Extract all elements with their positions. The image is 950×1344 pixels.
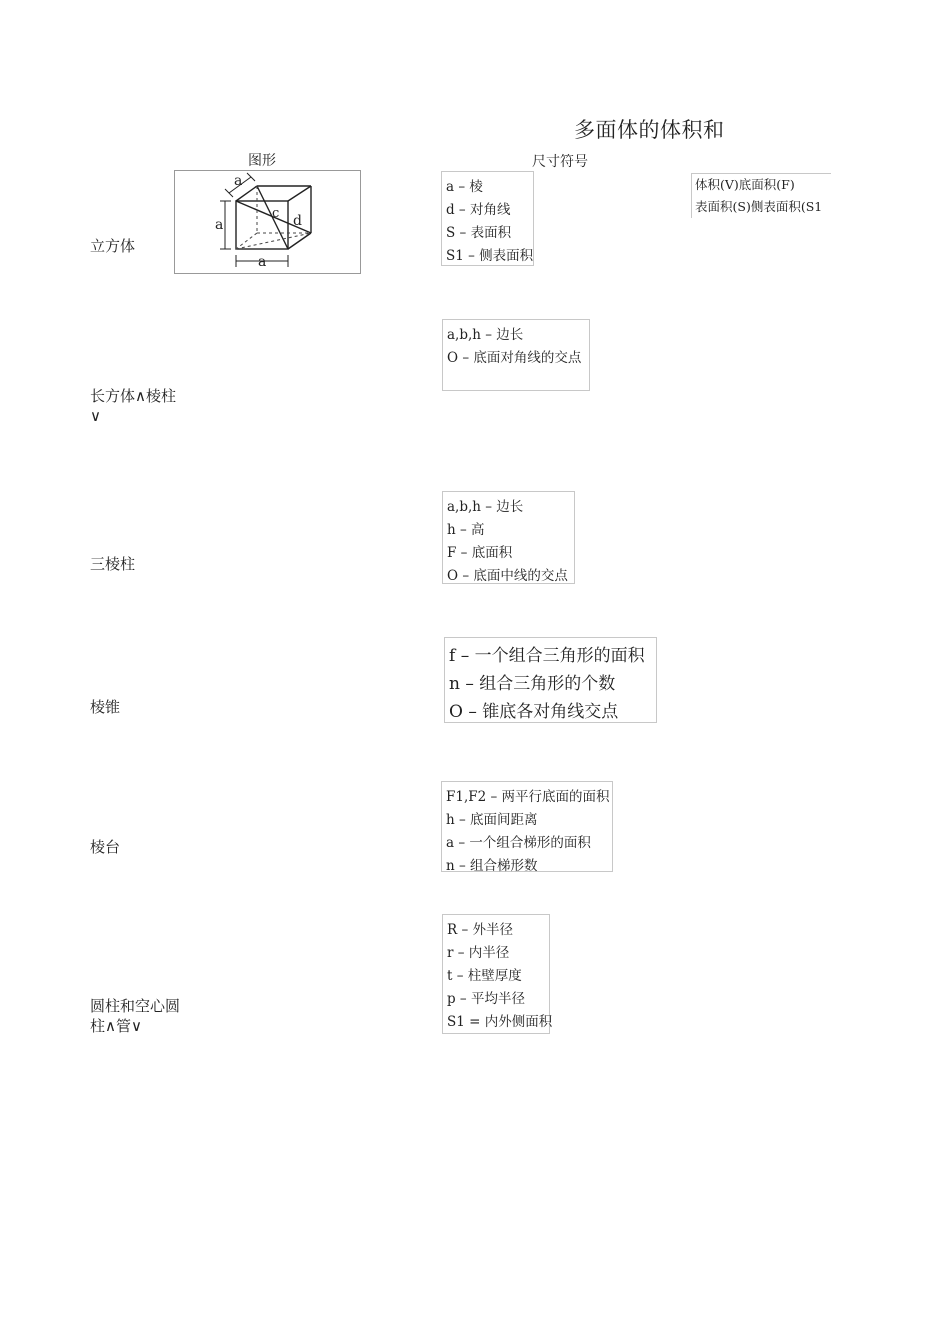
row-label-frustum: 棱台 <box>90 838 121 856</box>
symbol-line: S1 – 侧表面积 <box>446 248 534 264</box>
symbol-line: h – 底面间距离 <box>446 812 538 828</box>
symbol-line: d – 对角线 <box>446 202 511 218</box>
symbol-line: O – 底面对角线的交点 <box>447 350 582 366</box>
symbol-line: R – 外半径 <box>447 922 513 938</box>
symbol-line: F – 底面积 <box>447 545 513 561</box>
cube-label-side: a <box>215 217 224 233</box>
row-label-cuboid: 长方体∧棱柱∨ <box>90 387 176 425</box>
cube-diagram <box>175 171 360 273</box>
symbols-box-cylinder <box>442 914 553 1034</box>
symbols-box-cube <box>441 171 534 266</box>
symbol-line: a,b,h – 边长 <box>447 327 524 343</box>
column-header-symbols: 尺寸符号 <box>532 154 588 170</box>
symbol-line: a – 棱 <box>446 179 483 195</box>
symbol-line: n – 组合三角形的个数 <box>449 674 616 694</box>
symbol-line: S1 = 内外侧面积 <box>447 1014 553 1030</box>
column-header-figure: 图形 <box>248 153 276 169</box>
symbol-line: O – 锥底各对角线交点 <box>449 702 619 722</box>
symbol-line: O – 底面中线的交点 <box>447 568 568 584</box>
symbol-line: a,b,h – 边长 <box>447 499 524 515</box>
symbol-line: t – 柱壁厚度 <box>447 968 522 984</box>
symbol-line: f – 一个组合三角形的面积 <box>449 646 645 666</box>
symbol-line: r – 内半径 <box>447 945 510 961</box>
symbols-box-triangular-prism <box>442 491 575 584</box>
page-title: 多面体的体积和 <box>574 118 725 142</box>
symbols-box-pyramid <box>444 637 657 723</box>
symbol-line: a – 一个组合梯形的面积 <box>446 835 591 851</box>
cube-label-bottom: a <box>258 254 267 270</box>
symbol-line: p – 平均半径 <box>447 991 525 1007</box>
row-label-cylinder: 圆柱和空心圆柱∧管∨ <box>90 997 181 1035</box>
symbols-box-frustum <box>441 781 613 872</box>
symbol-line: F1,F2 – 两平行底面的面积 <box>446 789 610 805</box>
symbols-box-cuboid <box>442 319 590 391</box>
cube-label-top: a <box>234 173 243 189</box>
cube-figure <box>174 170 361 274</box>
cube-label-c: c <box>272 206 280 221</box>
symbol-line: h – 高 <box>447 522 485 538</box>
symbol-line: n – 组合梯形数 <box>446 858 538 874</box>
symbol-line: S – 表面积 <box>446 225 512 241</box>
row-label-triangular-prism: 三棱柱 <box>90 555 136 573</box>
formula-volume-base: 体积(V)底面积(F) <box>695 177 795 192</box>
row-label-pyramid: 棱锥 <box>90 698 121 716</box>
row-label-cube: 立方体 <box>90 237 136 255</box>
formula-surface-lateral: 表面积(S)侧表面积(S1 <box>695 199 823 214</box>
cube-label-d: d <box>293 213 302 229</box>
cube-formula-box <box>691 173 831 218</box>
